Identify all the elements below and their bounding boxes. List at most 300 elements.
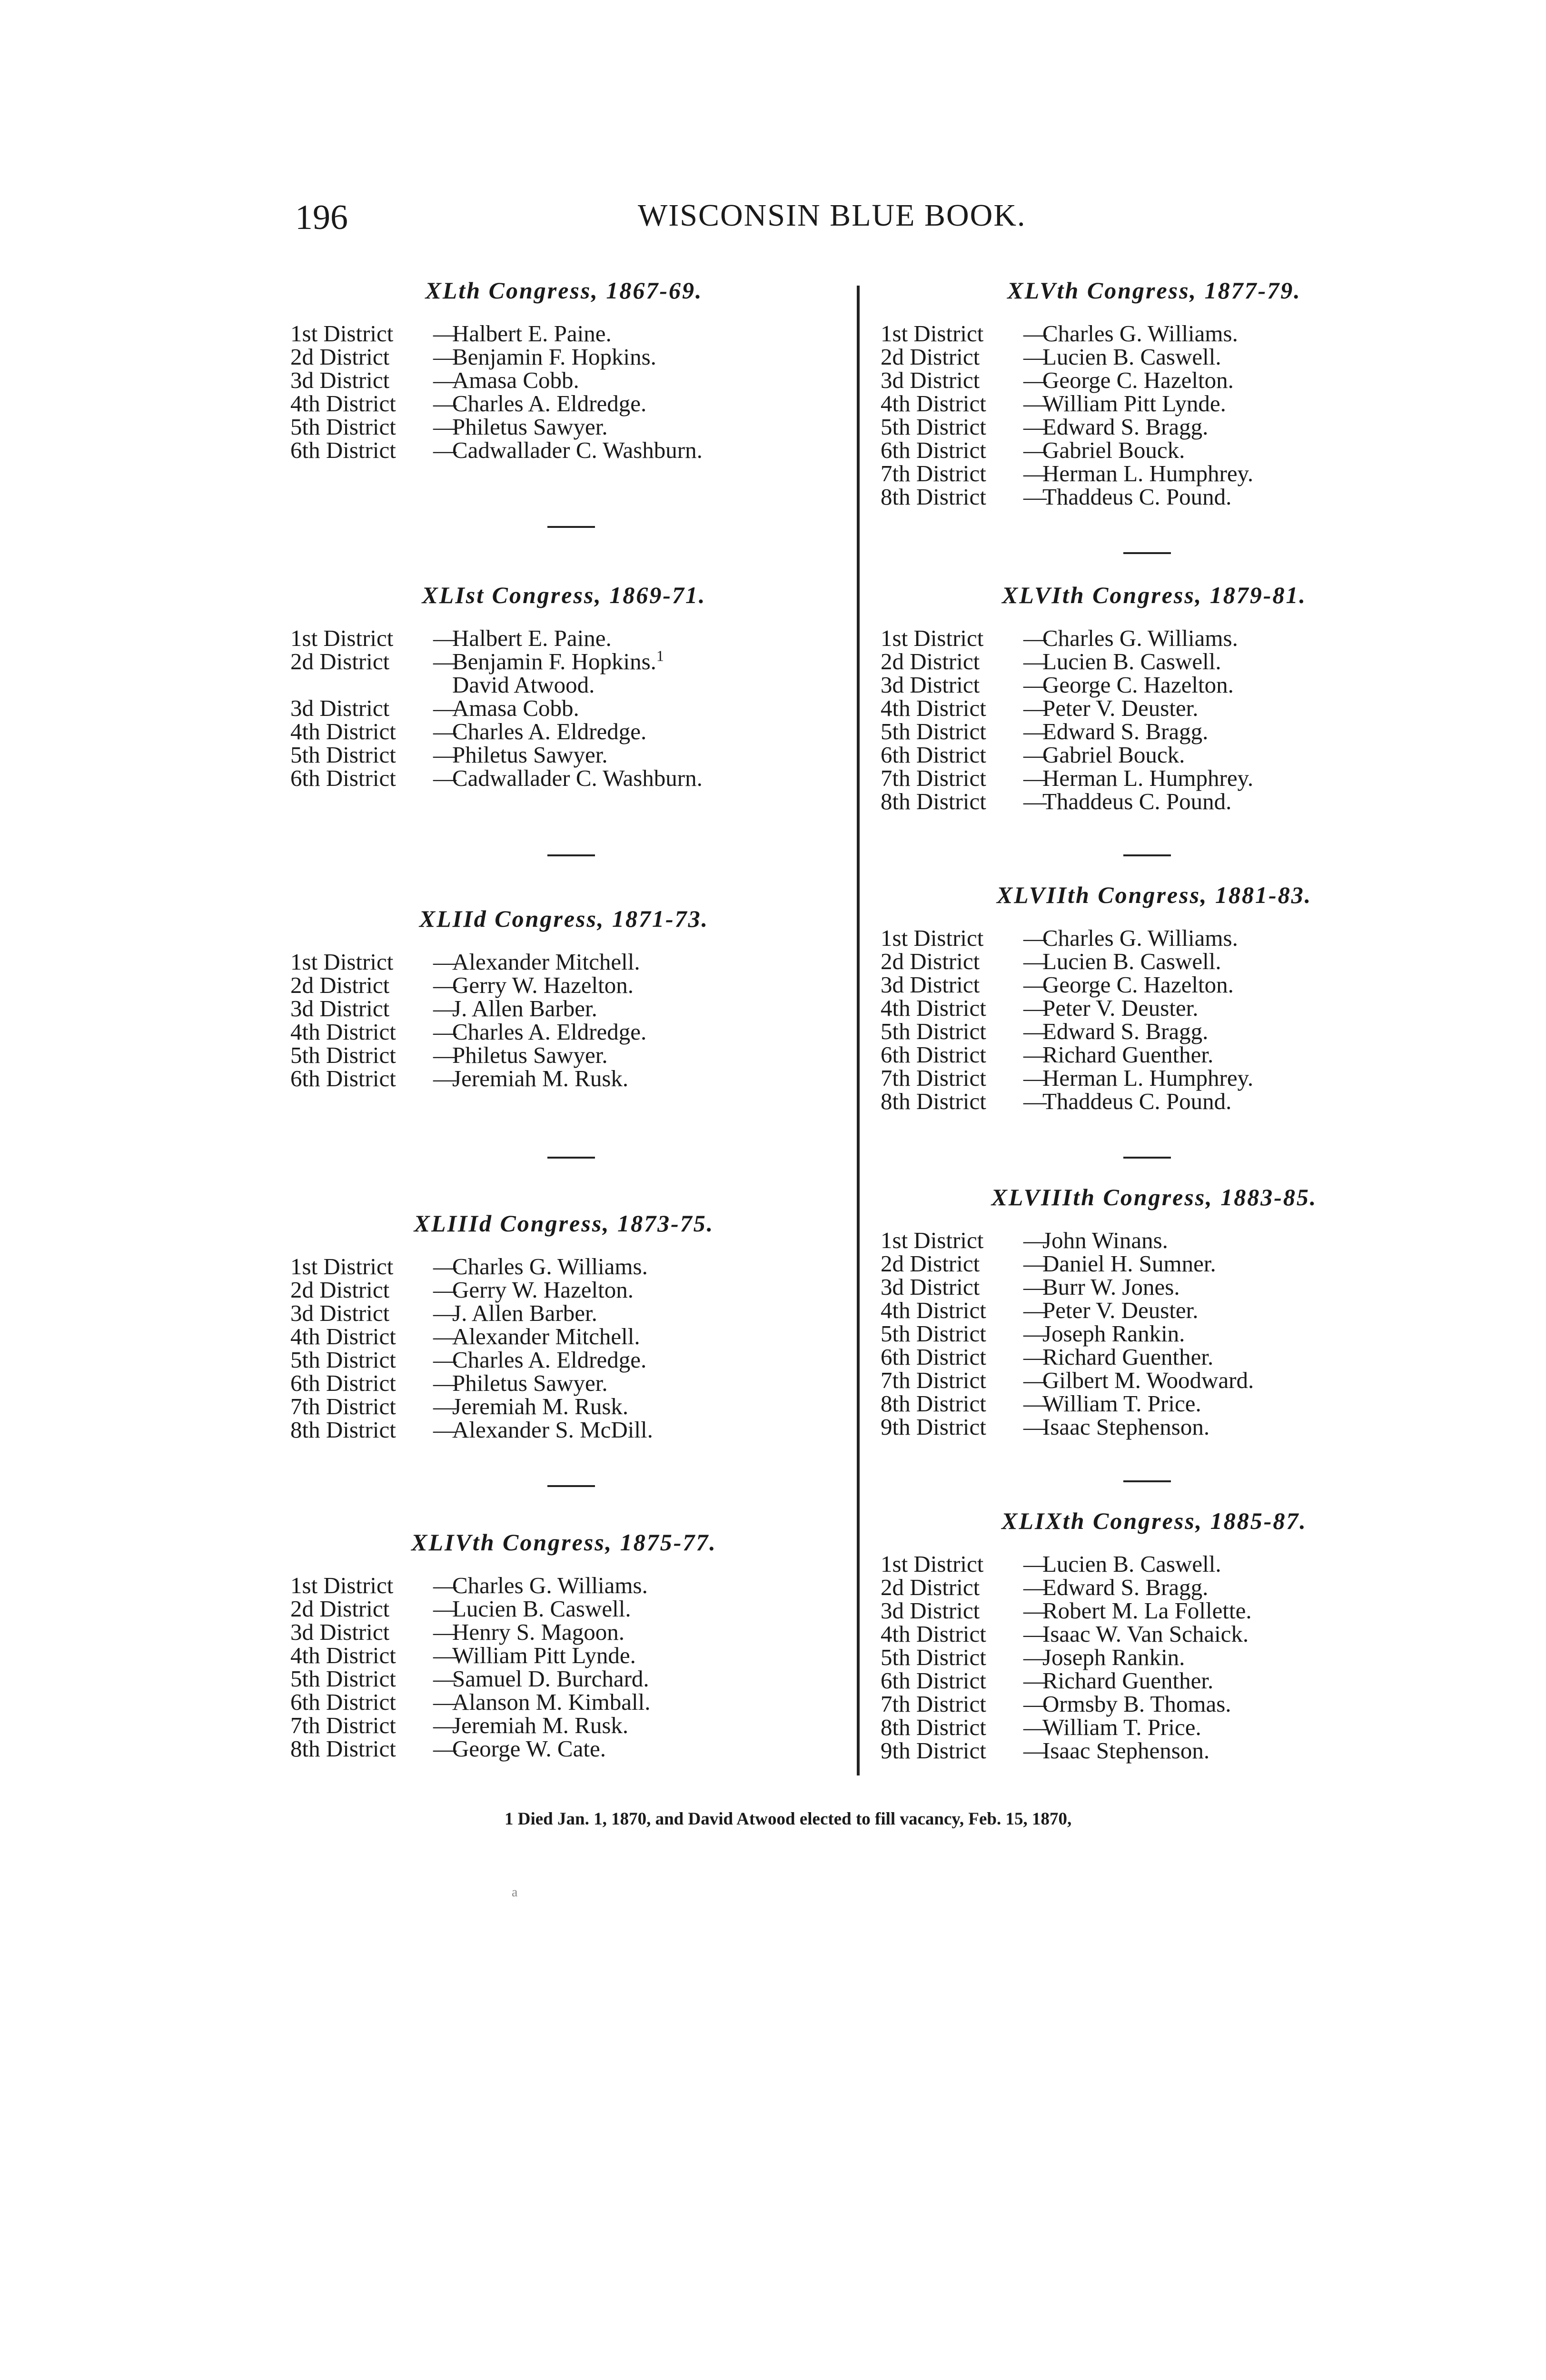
district-entry xyxy=(881,345,1428,368)
representative-name: Isaac Stephenson. xyxy=(1042,1414,1210,1440)
representative-name: George C. Hazelton. xyxy=(1042,367,1234,393)
em-dash: — xyxy=(1023,1227,1047,1253)
representative-name: Gabriel Bouck. xyxy=(1042,742,1185,768)
district-label: 2d District xyxy=(290,344,390,370)
representative-name: Lucien B. Caswell. xyxy=(1042,1551,1221,1577)
em-dash: — xyxy=(433,367,456,393)
em-dash: — xyxy=(433,1712,456,1738)
running-title: WISCONSIN BLUE BOOK. xyxy=(638,198,1026,233)
district-entry xyxy=(290,345,838,368)
representative-name: Charles A. Eldredge. xyxy=(452,1019,647,1045)
representative-name: George C. Hazelton. xyxy=(1042,972,1234,998)
em-dash: — xyxy=(433,1019,456,1045)
em-dash: — xyxy=(1023,1574,1047,1600)
district-entry xyxy=(881,996,1428,1020)
district-label: 4th District xyxy=(290,1323,396,1349)
em-dash: — xyxy=(1023,695,1047,721)
representative-name: George W. Cate. xyxy=(452,1735,606,1762)
district-label: 5th District xyxy=(881,1644,986,1670)
district-label: 5th District xyxy=(881,414,986,440)
district-label: 1st District xyxy=(881,925,984,951)
em-dash: — xyxy=(1023,788,1047,814)
district-label: 2d District xyxy=(881,1250,980,1277)
representative-name: Isaac W. Van Schaick. xyxy=(1042,1621,1249,1647)
em-dash: — xyxy=(433,718,456,744)
representative-name: Samuel D. Burchard. xyxy=(452,1666,649,1692)
em-dash: — xyxy=(1023,390,1047,416)
district-entry xyxy=(290,1418,838,1441)
district-entry xyxy=(881,673,1428,696)
representative-name: Philetus Sawyer. xyxy=(452,414,608,440)
em-dash: — xyxy=(1023,625,1047,651)
representative-name: Jeremiah M. Rusk. xyxy=(452,1393,629,1419)
em-dash: — xyxy=(433,949,456,975)
em-dash: — xyxy=(433,1417,456,1443)
representative-name: Jeremiah M. Rusk. xyxy=(452,1712,629,1738)
representative-name: Amasa Cobb. xyxy=(452,695,579,721)
representative-name: William Pitt Lynde. xyxy=(452,1642,636,1668)
district-list xyxy=(290,950,838,1090)
em-dash: — xyxy=(1023,1644,1047,1670)
district-entry xyxy=(881,973,1428,996)
em-dash: — xyxy=(1023,1344,1047,1370)
district-entry xyxy=(881,926,1428,950)
footnote-mark: a xyxy=(512,1885,518,1900)
district-entry xyxy=(881,1020,1428,1043)
district-entry xyxy=(881,696,1428,720)
district-entry xyxy=(881,392,1428,415)
em-dash: — xyxy=(1023,1414,1047,1440)
district-entry xyxy=(881,415,1428,438)
em-dash: — xyxy=(1023,972,1047,998)
em-dash: — xyxy=(433,1689,456,1715)
district-entry xyxy=(881,790,1428,813)
district-label: 8th District xyxy=(881,788,986,814)
em-dash: — xyxy=(433,1393,456,1419)
district-label: 2d District xyxy=(290,1277,390,1303)
em-dash: — xyxy=(433,1666,456,1692)
em-dash: — xyxy=(433,1347,456,1373)
district-label: 5th District xyxy=(290,742,396,768)
district-entry xyxy=(881,438,1428,462)
em-dash: — xyxy=(433,742,456,768)
district-entry xyxy=(881,1252,1428,1275)
congress-block xyxy=(881,881,1428,1113)
section-separator xyxy=(1123,552,1171,554)
representative-name: Jeremiah M. Rusk. xyxy=(452,1065,629,1091)
district-entry xyxy=(881,1716,1428,1739)
district-label: 8th District xyxy=(881,1088,986,1114)
district-label: 3d District xyxy=(290,1619,390,1645)
em-dash: — xyxy=(1023,1018,1047,1044)
em-dash: — xyxy=(433,1642,456,1668)
district-entry xyxy=(290,1020,838,1043)
district-label: 2d District xyxy=(881,344,980,370)
district-entry xyxy=(290,997,838,1020)
em-dash: — xyxy=(433,390,456,416)
em-dash: — xyxy=(1023,672,1047,698)
congress-block xyxy=(290,1528,838,1760)
district-list xyxy=(881,1552,1428,1762)
representative-name: Lucien B. Caswell. xyxy=(1042,344,1221,370)
congress-heading: XLVIIIth Congress, 1883-85. xyxy=(991,1184,1318,1210)
district-label: 6th District xyxy=(881,1041,986,1068)
district-label: 7th District xyxy=(881,1367,986,1393)
district-entry xyxy=(881,1299,1428,1322)
district-entry xyxy=(881,1229,1428,1252)
section-separator xyxy=(547,1157,595,1159)
representative-name: Thaddeus C. Pound. xyxy=(1042,484,1232,510)
em-dash: — xyxy=(433,648,456,674)
district-entry xyxy=(881,720,1428,743)
district-entry xyxy=(881,950,1428,973)
congress-block xyxy=(881,581,1428,813)
representative-name: Benjamin F. Hopkins. xyxy=(452,648,656,674)
district-label: 8th District xyxy=(290,1735,396,1762)
section-separator xyxy=(1123,1157,1171,1159)
district-label: 4th District xyxy=(881,695,986,721)
section-separator xyxy=(547,1485,595,1487)
district-label: 1st District xyxy=(290,625,394,651)
district-entry xyxy=(881,1576,1428,1599)
district-label: 2d District xyxy=(290,648,390,674)
district-entry xyxy=(881,766,1428,790)
representative-name: Gilbert M. Woodward. xyxy=(1042,1367,1254,1393)
district-entry xyxy=(290,696,838,720)
em-dash: — xyxy=(1023,1597,1047,1624)
em-dash: — xyxy=(433,414,456,440)
district-entry xyxy=(290,1644,838,1667)
representative-name: Halbert E. Paine. xyxy=(452,320,612,347)
representative-name: Cadwallader C. Washburn. xyxy=(452,765,703,791)
district-entry xyxy=(290,1371,838,1395)
em-dash: — xyxy=(433,1572,456,1598)
district-label: 5th District xyxy=(290,1666,396,1692)
section-separator xyxy=(547,854,595,856)
representative-name: Lucien B. Caswell. xyxy=(1042,648,1221,674)
district-entry xyxy=(290,1737,838,1760)
district-label: 1st District xyxy=(881,1227,984,1253)
district-entry xyxy=(881,1368,1428,1392)
representative-name: Halbert E. Paine. xyxy=(452,625,612,651)
representative-name: Gerry W. Hazelton. xyxy=(452,972,634,998)
em-dash: — xyxy=(1023,718,1047,744)
district-label: 7th District xyxy=(881,460,986,486)
district-label: 4th District xyxy=(290,390,396,416)
em-dash: — xyxy=(433,995,456,1021)
em-dash: — xyxy=(433,320,456,347)
section-separator xyxy=(1123,854,1171,856)
representative-name: Joseph Rankin. xyxy=(1042,1644,1185,1670)
em-dash: — xyxy=(1023,948,1047,974)
district-label: 6th District xyxy=(290,1370,396,1396)
representative-name: Isaac Stephenson. xyxy=(1042,1737,1210,1764)
district-label: 6th District xyxy=(290,437,396,463)
district-label: 3d District xyxy=(290,367,390,393)
district-label: 6th District xyxy=(881,1667,986,1694)
district-entry xyxy=(290,1620,838,1644)
representative-name: Peter V. Deuster. xyxy=(1042,1297,1199,1323)
district-entry xyxy=(290,1690,838,1714)
district-label: 7th District xyxy=(881,1065,986,1091)
representative-name: Herman L. Humphrey. xyxy=(1042,460,1254,486)
congress-heading: XLIXth Congress, 1885-87. xyxy=(1001,1507,1307,1534)
district-label: 4th District xyxy=(290,1642,396,1668)
district-label: 2d District xyxy=(881,948,980,974)
district-entry xyxy=(290,1067,838,1090)
representative-name: Philetus Sawyer. xyxy=(452,1042,608,1068)
representative-name: Philetus Sawyer. xyxy=(452,742,608,768)
district-label: 1st District xyxy=(290,320,394,347)
congress-block xyxy=(881,1183,1428,1438)
congress-heading: XLIIId Congress, 1873-75. xyxy=(414,1210,714,1237)
district-label: 7th District xyxy=(290,1393,396,1419)
district-entry xyxy=(290,392,838,415)
district-entry xyxy=(290,438,838,462)
representative-name: Edward S. Bragg. xyxy=(1042,718,1209,744)
em-dash: — xyxy=(1023,995,1047,1021)
em-dash: — xyxy=(433,765,456,791)
district-label: 9th District xyxy=(881,1414,986,1440)
em-dash: — xyxy=(1023,1691,1047,1717)
district-label: 4th District xyxy=(881,1621,986,1647)
representative-name: Thaddeus C. Pound. xyxy=(1042,788,1232,814)
congress-block xyxy=(290,1209,838,1441)
district-label: 4th District xyxy=(881,995,986,1021)
representative-name: Gerry W. Hazelton. xyxy=(452,1277,634,1303)
left-column xyxy=(290,276,838,1799)
representative-name: Charles G. Williams. xyxy=(1042,625,1238,651)
district-label: 3d District xyxy=(881,1597,980,1624)
district-entry xyxy=(881,1599,1428,1622)
district-entry xyxy=(881,1739,1428,1762)
district-entry xyxy=(290,1348,838,1371)
district-label: 9th District xyxy=(881,1737,986,1764)
district-label: 4th District xyxy=(290,718,396,744)
congress-block xyxy=(290,276,838,462)
representative-name: Peter V. Deuster. xyxy=(1042,695,1199,721)
em-dash: — xyxy=(433,625,456,651)
column-rule xyxy=(857,286,860,1775)
district-entry xyxy=(881,1692,1428,1716)
congress-heading: XLVIth Congress, 1879-81. xyxy=(1002,582,1307,608)
district-label: 2d District xyxy=(290,972,390,998)
em-dash: — xyxy=(433,1065,456,1091)
congress-heading: XLVth Congress, 1877-79. xyxy=(1007,277,1301,304)
district-entry xyxy=(881,1415,1428,1438)
district-entry xyxy=(881,1669,1428,1692)
district-list xyxy=(290,1255,838,1441)
em-dash: — xyxy=(433,437,456,463)
district-entry xyxy=(881,368,1428,392)
representative-name: Joseph Rankin. xyxy=(1042,1320,1185,1347)
district-label: 7th District xyxy=(881,765,986,791)
em-dash: — xyxy=(1023,1065,1047,1091)
representative-name: Charles G. Williams. xyxy=(1042,320,1238,347)
em-dash: — xyxy=(1023,742,1047,768)
em-dash: — xyxy=(1023,484,1047,510)
representative-name: Lucien B. Caswell. xyxy=(1042,948,1221,974)
representative-name: Charles A. Eldredge. xyxy=(452,1347,647,1373)
representative-name: Herman L. Humphrey. xyxy=(1042,765,1254,791)
em-dash: — xyxy=(1023,437,1047,463)
representative-name: Charles A. Eldredge. xyxy=(452,390,647,416)
em-dash: — xyxy=(1023,1367,1047,1393)
representative-name: Charles A. Eldredge. xyxy=(452,718,647,744)
representative-name: Richard Guenther. xyxy=(1042,1667,1214,1694)
district-entry xyxy=(881,743,1428,766)
em-dash: — xyxy=(1023,414,1047,440)
district-label: 1st District xyxy=(290,1572,394,1598)
district-label: 1st District xyxy=(290,949,394,975)
representative-name: George C. Hazelton. xyxy=(1042,672,1234,698)
district-entry xyxy=(290,1325,838,1348)
district-label: 3d District xyxy=(881,367,980,393)
em-dash: — xyxy=(1023,1041,1047,1068)
district-label: 3d District xyxy=(881,972,980,998)
district-label: 6th District xyxy=(290,765,396,791)
congress-block xyxy=(290,581,838,790)
district-entry xyxy=(881,1345,1428,1368)
congress-block xyxy=(881,276,1428,508)
em-dash: — xyxy=(1023,1274,1047,1300)
em-dash: — xyxy=(1023,1320,1047,1347)
district-label: 2d District xyxy=(881,648,980,674)
district-entry xyxy=(290,720,838,743)
district-label: 6th District xyxy=(881,742,986,768)
representative-name: Edward S. Bragg. xyxy=(1042,1574,1209,1600)
representative-name: John Winans. xyxy=(1042,1227,1168,1253)
representative-name: William T. Price. xyxy=(1042,1714,1201,1740)
district-entry xyxy=(290,647,838,674)
em-dash: — xyxy=(433,1300,456,1326)
footnote-reference: 1 xyxy=(656,647,664,664)
district-label: 1st District xyxy=(881,625,984,651)
em-dash: — xyxy=(1023,1390,1047,1417)
district-entry xyxy=(290,673,838,696)
representative-name: William T. Price. xyxy=(1042,1390,1201,1417)
district-list xyxy=(290,1574,838,1760)
em-dash: — xyxy=(1023,320,1047,347)
congress-heading: XLVIIth Congress, 1881-83. xyxy=(996,882,1312,908)
em-dash: — xyxy=(433,344,456,370)
em-dash: — xyxy=(433,1253,456,1279)
representative-name: Charles G. Williams. xyxy=(1042,925,1238,951)
district-label: 5th District xyxy=(881,718,986,744)
district-list xyxy=(881,1229,1428,1438)
district-label: 1st District xyxy=(881,320,984,347)
district-label: 5th District xyxy=(881,1018,986,1044)
representative-name: Alexander Mitchell. xyxy=(452,949,640,975)
district-label: 5th District xyxy=(290,414,396,440)
representative-name: Edward S. Bragg. xyxy=(1042,1018,1209,1044)
district-label: 4th District xyxy=(290,1019,396,1045)
district-label: 7th District xyxy=(881,1691,986,1717)
district-entry xyxy=(290,1667,838,1690)
district-list xyxy=(290,626,838,790)
em-dash: — xyxy=(1023,765,1047,791)
district-entry xyxy=(290,368,838,392)
congress-heading: XLth Congress, 1867-69. xyxy=(425,277,703,304)
district-entry xyxy=(881,322,1428,345)
district-label: 6th District xyxy=(881,1344,986,1370)
em-dash: — xyxy=(1023,925,1047,951)
district-label: 2d District xyxy=(290,1596,390,1622)
representative-name: J. Allen Barber. xyxy=(452,995,597,1021)
em-dash: — xyxy=(1023,1737,1047,1764)
district-label: 4th District xyxy=(881,1297,986,1323)
representative-name: Benjamin F. Hopkins. xyxy=(452,344,656,370)
district-entry xyxy=(881,650,1428,673)
em-dash: — xyxy=(1023,1551,1047,1577)
district-entry xyxy=(290,1574,838,1597)
congress-heading: XLIst Congress, 1869-71. xyxy=(422,582,706,608)
district-list xyxy=(290,322,838,462)
district-entry xyxy=(290,743,838,766)
representative-name: Alexander S. McDill. xyxy=(452,1417,653,1443)
district-label: 5th District xyxy=(290,1042,396,1068)
representative-name: Daniel H. Sumner. xyxy=(1042,1250,1216,1277)
district-label: 5th District xyxy=(881,1320,986,1347)
em-dash: — xyxy=(433,1277,456,1303)
representative-name: Philetus Sawyer. xyxy=(452,1370,608,1396)
district-entry xyxy=(881,626,1428,650)
district-entry xyxy=(290,1043,838,1067)
district-entry xyxy=(290,1395,838,1418)
district-label: 2d District xyxy=(881,1574,980,1600)
district-label: 8th District xyxy=(881,1714,986,1740)
representative-name: Lucien B. Caswell. xyxy=(452,1596,631,1622)
representative-name: Richard Guenther. xyxy=(1042,1041,1214,1068)
district-label: 5th District xyxy=(290,1347,396,1373)
district-entry xyxy=(881,1552,1428,1576)
district-label: 6th District xyxy=(290,1689,396,1715)
em-dash: — xyxy=(433,972,456,998)
em-dash: — xyxy=(1023,648,1047,674)
representative-name: Charles G. Williams. xyxy=(452,1253,648,1279)
em-dash: — xyxy=(433,695,456,721)
district-entry xyxy=(290,950,838,973)
district-list xyxy=(881,322,1428,508)
district-entry xyxy=(881,1090,1428,1113)
em-dash: — xyxy=(433,1370,456,1396)
district-label: 3d District xyxy=(290,695,390,721)
district-entry xyxy=(881,1392,1428,1415)
em-dash: — xyxy=(433,1323,456,1349)
representative-name: Amasa Cobb. xyxy=(452,367,579,393)
representative-name: Alanson M. Kimball. xyxy=(452,1689,651,1715)
district-label: 1st District xyxy=(881,1551,984,1577)
representative-name: Peter V. Deuster. xyxy=(1042,995,1199,1021)
district-list xyxy=(881,926,1428,1113)
em-dash: — xyxy=(433,1596,456,1622)
representative-name: Thaddeus C. Pound. xyxy=(1042,1088,1232,1114)
em-dash: — xyxy=(1023,1250,1047,1277)
district-label: 6th District xyxy=(881,437,986,463)
district-entry xyxy=(881,1646,1428,1669)
em-dash: — xyxy=(433,1735,456,1762)
page-number: 196 xyxy=(295,198,348,237)
em-dash: — xyxy=(1023,460,1047,486)
representative-name: Henry S. Magoon. xyxy=(452,1619,625,1645)
district-entry xyxy=(290,1255,838,1278)
representative-name: Herman L. Humphrey. xyxy=(1042,1065,1254,1091)
em-dash: — xyxy=(1023,1621,1047,1647)
representative-name: Robert M. La Follette. xyxy=(1042,1597,1252,1624)
congress-heading: XLIVth Congress, 1875-77. xyxy=(411,1529,717,1556)
district-label: 3d District xyxy=(290,1300,390,1326)
right-column xyxy=(881,276,1428,1799)
